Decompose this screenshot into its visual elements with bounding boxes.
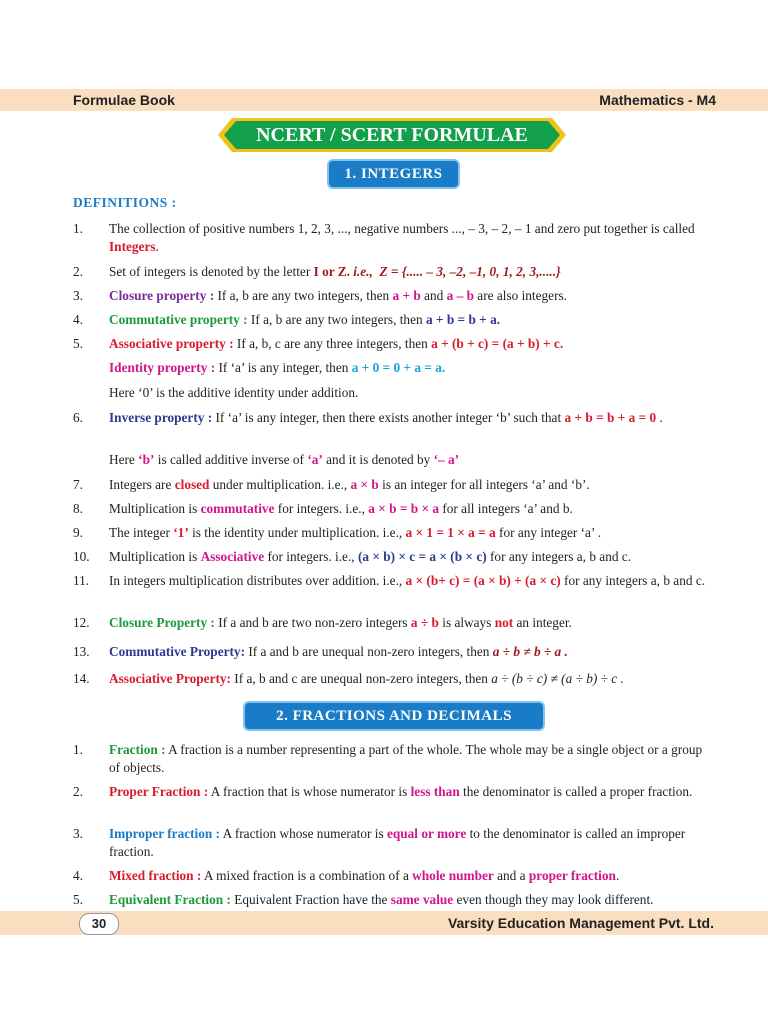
- item-number: 7.: [73, 477, 83, 492]
- item-number: 3.: [73, 826, 83, 841]
- footer-publisher: Varsity Education Management Pvt. Ltd.: [447, 915, 714, 931]
- item-number: 5.: [73, 336, 83, 351]
- item-number: 5.: [73, 892, 83, 907]
- item-text: Here ‘0’ is the additive identity under addition.: [109, 385, 359, 400]
- definitions-title: DEFINITIONS :: [73, 195, 177, 210]
- section-heading-fractions: 2. FRACTIONS AND DECIMALS: [245, 703, 543, 729]
- item-text: Identity property : If ‘a’ is any integer, then a + 0 = 0 + a = a.: [109, 360, 446, 375]
- item-number: 2.: [73, 784, 83, 799]
- item-text: Equivalent Fraction : Equivalent Fraction have the same value even though they may look different.: [109, 892, 654, 907]
- item-number: 10.: [73, 549, 90, 564]
- item-text: In integers multiplication distributes over addition. i.e., a × (b+ c) = (a × b) + (a × c) for any integers a, b and c.: [109, 573, 706, 588]
- page-number: 30: [79, 913, 119, 935]
- item-text: Proper Fraction : A fraction that is whose numerator is less than the denominator is called a proper fraction.: [109, 784, 693, 799]
- item-text: Improper fraction : A fraction whose numerator is equal or more to the denominator is called an improper fraction.: [109, 826, 686, 859]
- formulae-banner: [218, 118, 566, 152]
- item-text: Multiplication is Associative for integers. i.e., (a × b) × c = a × (b × c) for any integers a, b and c.: [109, 549, 632, 564]
- banner-title: NCERT / SCERT FORMULAE: [256, 124, 528, 146]
- section-heading-integers: 1. INTEGERS: [329, 161, 458, 187]
- item-number: 14.: [73, 671, 90, 686]
- item-text: Associative Property: If a, b and c are unequal non-zero integers, then a ÷ (b ÷ c) ≠ (a ÷ b) ÷ c .: [109, 671, 624, 686]
- header-book-title: Formulae Book: [73, 92, 175, 108]
- item-number: 8.: [73, 501, 83, 516]
- item-text: Mixed fraction : A mixed fraction is a combination of a whole number and a proper fraction.: [109, 868, 620, 883]
- item-number: 6.: [73, 410, 83, 425]
- header-subject: Mathematics - M4: [599, 92, 716, 108]
- item-text: Multiplication is commutative for integers. i.e., a × b = b × a for all integers ‘a’ and b.: [109, 501, 573, 516]
- item-number: 1.: [73, 742, 83, 757]
- item-text: Closure property : If a, b are any two integers, then a + b and a – b are also integers.: [109, 288, 568, 303]
- item-text: Fraction : A fraction is a number representing a part of the whole. The whole may be a single object or a group of objects.: [109, 742, 703, 775]
- item-text: The integer ‘1’ is the identity under multiplication. i.e., a × 1 = 1 × a = a for any integer ‘a’ .: [109, 525, 602, 540]
- item-number: 4.: [73, 868, 83, 883]
- item-number: 2.: [73, 264, 83, 279]
- item-text: Associative property : If a, b, c are any three integers, then a + (b + c) = (a + b) + c.: [109, 336, 564, 351]
- item-number: 3.: [73, 288, 83, 303]
- item-text: Set of integers is denoted by the letter I or Z. i.e., Z = {..... – 3, –2, –1, 0, 1, 2, 3,.....}: [109, 264, 561, 279]
- item-number: 4.: [73, 312, 83, 327]
- item-number: 12.: [73, 615, 90, 630]
- item-text: Here ‘b’ is called additive inverse of ‘a’ and it is denoted by ‘– a’: [109, 452, 460, 467]
- item-text: Integers are closed under multiplication. i.e., a × b is an integer for all integers ‘a’ and ‘b’.: [109, 477, 590, 492]
- item-text: Commutative Property: If a and b are unequal non-zero integers, then a ÷ b ≠ b ÷ a .: [109, 644, 568, 659]
- item-number: 11.: [73, 573, 90, 588]
- item-text: The collection of positive numbers 1, 2, 3, ..., negative numbers ..., – 3, – 2, – 1 and zero put together is called Integers.: [109, 221, 695, 254]
- item-number: 1.: [73, 221, 83, 236]
- integer-set-notation: Z = {..... – 3, –2, –1, 0, 1, 2, 3,.....}: [379, 264, 561, 279]
- item-text: Closure Property : If a and b are two non-zero integers a ÷ b is always not an integer.: [109, 615, 572, 630]
- item-number: 9.: [73, 525, 83, 540]
- item-text: Commutative property : If a, b are any two integers, then a + b = b + a.: [109, 312, 501, 327]
- item-text: Inverse property : If ‘a’ is any integer, then there exists another integer ‘b’ such that a + b = b + a = 0 .: [109, 410, 663, 425]
- item-number: 13.: [73, 644, 90, 659]
